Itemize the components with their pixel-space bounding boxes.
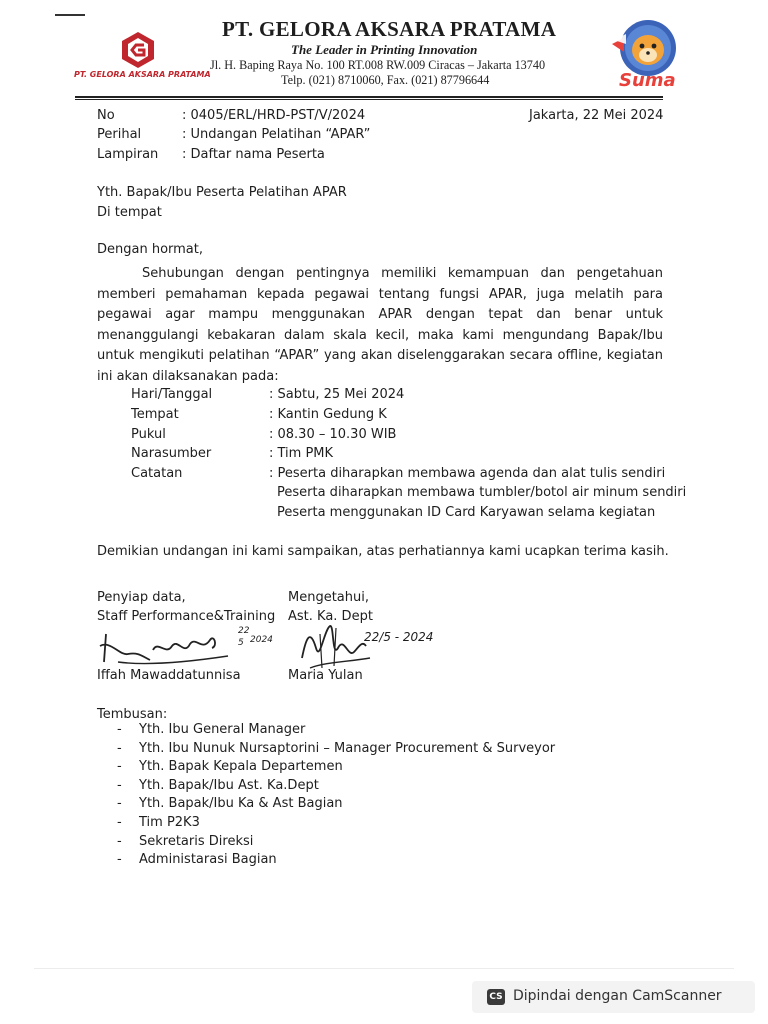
signer-left-name: Iffah Mawaddatunnisa xyxy=(97,668,241,683)
camscanner-watermark xyxy=(472,981,755,1013)
lampiran-label: Lampiran xyxy=(97,147,159,162)
scan-mark xyxy=(55,14,85,16)
company-phone: Telp. (021) 8710060, Fax. (021) 87796644 xyxy=(281,73,490,87)
cc-item: Yth. Bapak/Ibu Ka & Ast Bagian xyxy=(139,796,343,811)
detail-value-place: : Kantin Gedung K xyxy=(269,407,387,422)
lampiran-value: : Daftar nama Peserta xyxy=(182,147,325,162)
company-logo-text: PT. GELORA AKSARA PRATAMA xyxy=(74,70,211,79)
signature-left-icon xyxy=(98,626,243,668)
intro-paragraph xyxy=(97,264,663,387)
detail-label-date: Hari/Tanggal xyxy=(131,387,213,402)
detail-value-notes: : Peserta diharapkan membawa agenda dan alat tulis sendiri xyxy=(269,466,666,481)
letter-date: Jakarta, 22 Mei 2024 xyxy=(529,108,664,123)
signature-right-icon xyxy=(296,618,376,674)
perihal-value: : Undangan Pelatihan “APAR” xyxy=(182,127,371,142)
detail-label-time: Pukul xyxy=(131,427,166,442)
detail-value-speaker: : Tim PMK xyxy=(269,446,334,461)
closing-text: Demikian undangan ini kami sampaikan, atas perhatiannya kami ucapkan terima kasih. xyxy=(97,544,669,559)
signature-left-date-month: 5 xyxy=(238,638,244,648)
signer-left-role2: Staff Performance&Training xyxy=(97,609,276,624)
cc-bullet: - xyxy=(117,815,122,830)
cc-item: Yth. Ibu Nunuk Nursaptorini – Manager Procurement & Surveyor xyxy=(139,741,556,756)
detail-note-3: Peserta menggunakan ID Card Karyawan selama kegiatan xyxy=(277,505,656,520)
company-tagline: The Leader in Printing Innovation xyxy=(291,42,478,57)
cc-bullet: - xyxy=(117,741,122,756)
signer-right-role1: Mengetahui, xyxy=(288,590,369,605)
detail-value-date: : Sabtu, 25 Mei 2024 xyxy=(269,387,405,402)
camscanner-icon: CS xyxy=(487,989,505,1005)
no-value: : 0405/ERL/HRD-PST/V/2024 xyxy=(182,108,366,123)
cc-bullet: - xyxy=(117,722,122,737)
company-address: Jl. H. Baping Raya No. 100 RT.008 RW.009 Ciracas – Jakarta 13740 xyxy=(210,58,546,72)
company-logo-icon xyxy=(118,30,158,70)
signature-left-date-day: 22 xyxy=(238,626,250,636)
detail-label-notes: Catatan xyxy=(131,466,183,481)
signer-right-name: Maria Yulan xyxy=(288,668,363,683)
company-name: PT. GELORA AKSARA PRATAMA xyxy=(222,17,557,41)
detail-note-2: Peserta diharapkan membawa tumbler/botol air minum sendiri xyxy=(277,485,687,500)
detail-label-place: Tempat xyxy=(131,407,179,422)
cc-bullet: - xyxy=(117,834,122,849)
greeting: Dengan hormat, xyxy=(97,242,204,257)
header-divider xyxy=(75,96,663,98)
cc-item: Yth. Bapak Kepala Departemen xyxy=(139,759,343,774)
intro-paragraph-text: Sehubungan dengan pentingnya memiliki kemampuan dan pengetahuan memberi pemahaman kepada pegawai tentang fungsi APAR, juga melatih para pegawai agar mampu menggunakan APAR dengan tepat dan benar untuk menanggulangi kebakaran dalam skala kecil, maka kami mengundang Bapak/Ibu untuk mengikuti pelatihan “APAR” yang akan diselenggarakan secara offline, kegiatan ini akan dilaksanakan pada: xyxy=(97,266,663,384)
cc-item: Yth. Bapak/Ibu Ast. Ka.Dept xyxy=(139,778,319,793)
signature-right-date: 22/5 - 2024 xyxy=(364,630,434,644)
no-label: No xyxy=(97,108,115,123)
signature-left-date-year: 2024 xyxy=(250,635,273,645)
cc-bullet: - xyxy=(117,778,122,793)
perihal-label: Perihal xyxy=(97,127,142,142)
page-bottom-edge xyxy=(34,968,734,969)
cc-bullet: - xyxy=(117,796,122,811)
signer-right-role2: Ast. Ka. Dept xyxy=(288,609,373,624)
signer-left-role1: Penyiap data, xyxy=(97,590,186,605)
cc-item: Administarasi Bagian xyxy=(139,852,277,867)
cc-item: Sekretaris Direksi xyxy=(139,834,254,849)
cc-item: Tim P2K3 xyxy=(139,815,200,830)
detail-label-speaker: Narasumber xyxy=(131,446,212,461)
cc-bullet: - xyxy=(117,852,122,867)
cc-item: Yth. Ibu General Manager xyxy=(139,722,306,737)
recipient-line2: Di tempat xyxy=(97,205,162,220)
camscanner-text: Dipindai dengan CamScanner xyxy=(513,988,722,1004)
header-divider-thin xyxy=(75,99,663,100)
detail-value-time: : 08.30 – 10.30 WIB xyxy=(269,427,397,442)
recipient-line1: Yth. Bapak/Ibu Peserta Pelatihan APAR xyxy=(97,185,347,200)
mascot-text: Suma xyxy=(619,70,676,91)
cc-bullet: - xyxy=(117,759,122,774)
cc-title: Tembusan: xyxy=(97,707,168,722)
